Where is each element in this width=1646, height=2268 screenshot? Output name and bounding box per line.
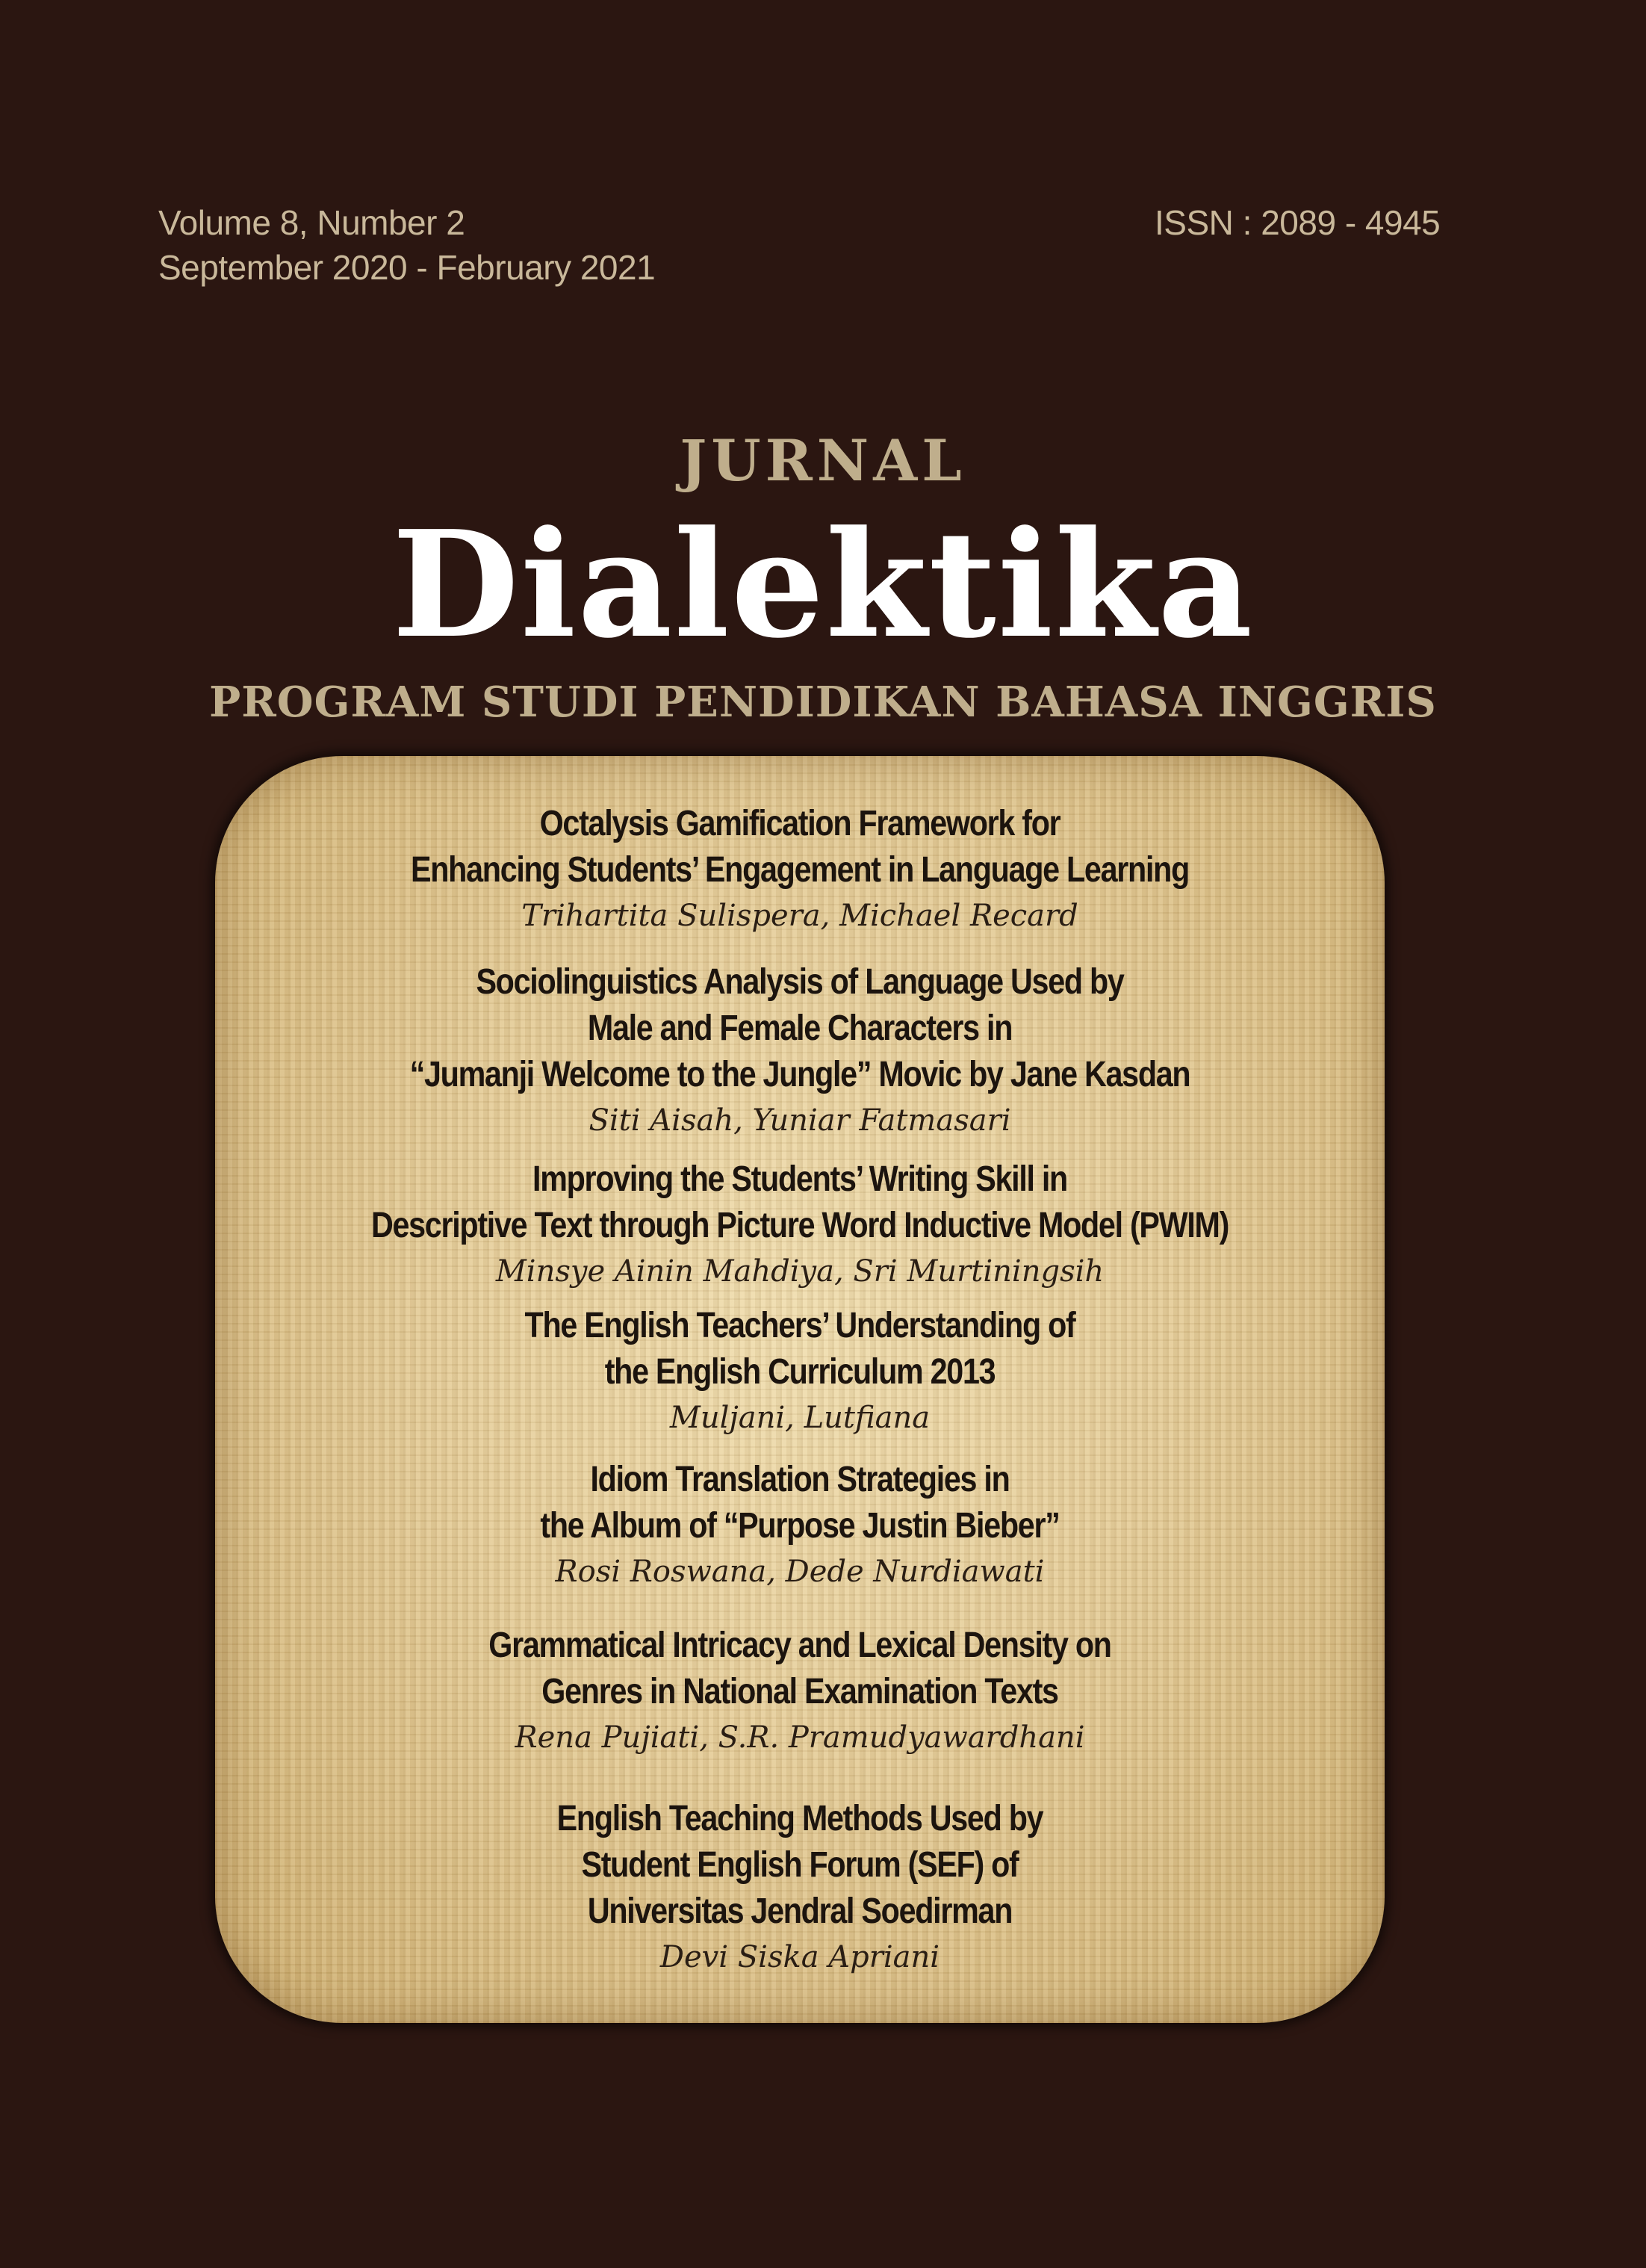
- article-title-line: Sociolinguistics Analysis of Language Used by: [476, 962, 1124, 1002]
- article-entry: [215, 1796, 1385, 1980]
- article-authors: Siti Aisah, Yuniar Fatmasari: [588, 1103, 1011, 1138]
- article-authors: Trihartita Sulispera, Michael Recard: [521, 899, 1078, 933]
- article-title-line: Octalysis Gamification Framework for: [539, 804, 1060, 843]
- article-title-line: the English Curriculum 2013: [604, 1352, 996, 1392]
- issn-info: [1155, 200, 1440, 245]
- article-authors: Devi Siska Apriani: [659, 1940, 940, 1974]
- article-entry: [215, 1156, 1385, 1294]
- article-entry: [215, 959, 1385, 1143]
- issn: ISSN : 2089 - 4945: [1155, 203, 1441, 242]
- article-title-line: Student English Forum (SEF) of: [581, 1845, 1019, 1885]
- article-title-line: Genres in National Examination Texts: [541, 1672, 1058, 1711]
- article-title-line: Enhancing Students’ Engagement in Language Learning: [411, 850, 1189, 890]
- article-title-line: Universitas Jendral Soedirman: [587, 1891, 1013, 1931]
- article-authors: Minsye Ainin Mahdiya, Sri Murtiningsih: [495, 1254, 1105, 1289]
- article-authors: Rosi Roswana, Dede Nurdiawati: [555, 1555, 1045, 1589]
- article-authors: Muljani, Lutfiana: [669, 1401, 931, 1435]
- article-title-line: the Album of “Purpose Justin Bieber”: [540, 1506, 1060, 1546]
- study-program: PROGRAM STUDI PENDIDIKAN BAHASA INGGRIS: [209, 678, 1437, 727]
- article-title-line: Male and Female Characters in: [587, 1008, 1013, 1048]
- article-entry: [215, 1623, 1385, 1760]
- article-title-line: The English Teachers’ Understanding of: [524, 1306, 1075, 1345]
- article-title-line: Descriptive Text through Picture Word Inductive Model (PWIM): [370, 1206, 1229, 1245]
- volume-number: Volume 8, Number 2: [158, 203, 465, 242]
- article-title-line: Idiom Translation Strategies in: [590, 1460, 1010, 1499]
- issue-period: September 2020 - February 2021: [158, 248, 656, 287]
- article-title-line: “Jumanji Welcome to the Jungle” Movic by Jane Kasdan: [409, 1055, 1190, 1094]
- article-title-line: English Teaching Methods Used by: [556, 1799, 1043, 1838]
- article-authors: Rena Pujiati, S.R. Pramudyawardhani: [515, 1720, 1085, 1755]
- issue-info: [158, 200, 655, 290]
- masthead-jurnal: JURNAL: [680, 427, 966, 494]
- article-title-line: Grammatical Intricacy and Lexical Density on: [488, 1626, 1111, 1665]
- article-entry: [215, 801, 1385, 938]
- article-title-line: Improving the Students’ Writing Skill in: [532, 1159, 1067, 1199]
- article-entry: [215, 1457, 1385, 1594]
- article-entry: [215, 1303, 1385, 1440]
- journal-title: Dialektika: [391, 499, 1255, 671]
